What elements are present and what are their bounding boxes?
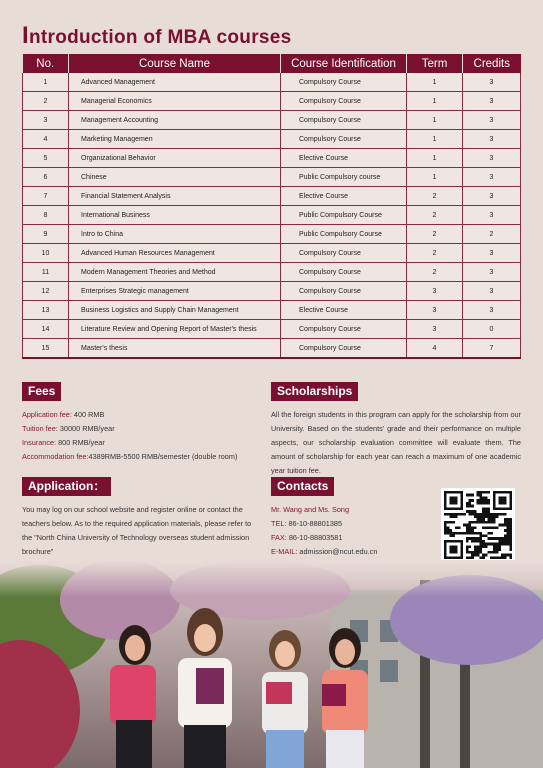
cell-no: 3 — [23, 111, 69, 130]
cell-no: 1 — [23, 73, 69, 92]
table-row — [23, 244, 521, 263]
cell-course-identification: Public Compulsory Course — [281, 206, 407, 225]
fees-heading: Fees — [22, 382, 61, 401]
cell-credits: 3 — [463, 187, 521, 206]
cell-course-name: Advanced Human Resources Management — [69, 244, 281, 263]
application-fee-label: Application fee: — [22, 410, 72, 419]
tel-value: 86-10-88801385 — [286, 519, 343, 528]
cell-credits: 3 — [463, 244, 521, 263]
col-header-credits: Credits — [463, 54, 521, 73]
title-first-letter: I — [22, 22, 29, 49]
cell-no: 6 — [23, 168, 69, 187]
cell-term: 2 — [407, 244, 463, 263]
application-fee-value: 400 RMB — [71, 410, 105, 419]
cell-term: 3 — [407, 301, 463, 320]
cell-course-identification: Compulsory Course — [281, 92, 407, 111]
cell-credits: 3 — [463, 301, 521, 320]
cell-no: 11 — [23, 263, 69, 282]
tuition-fee-value: 30000 RMB/year — [57, 424, 115, 433]
cell-course-name: Business Logistics and Supply Chain Management — [69, 301, 281, 320]
table-row — [23, 301, 521, 320]
cell-credits: 3 — [463, 282, 521, 301]
cell-credits: 2 — [463, 225, 521, 244]
cell-credits: 3 — [463, 111, 521, 130]
table-row — [23, 206, 521, 225]
cell-course-identification: Compulsory Course — [281, 73, 407, 92]
contact-names: Mr. Wang and Ms. Song — [271, 505, 350, 514]
cell-course-identification: Compulsory Course — [281, 339, 407, 359]
cell-course-identification: Compulsory Course — [281, 244, 407, 263]
cell-term: 1 — [407, 168, 463, 187]
cell-credits: 3 — [463, 149, 521, 168]
cell-course-name: Organizational Behavior — [69, 149, 281, 168]
table-row — [23, 187, 521, 206]
title-rest: ntroduction of MBA courses — [28, 27, 292, 48]
cell-no: 8 — [23, 206, 69, 225]
cell-no: 4 — [23, 130, 69, 149]
cell-credits: 3 — [463, 206, 521, 225]
cell-term: 3 — [407, 320, 463, 339]
table-row — [23, 149, 521, 168]
insurance-label: Insurance: — [22, 438, 57, 447]
fax-value: 86-10-88803581 — [286, 533, 343, 542]
cell-course-name: Advanced Management — [69, 73, 281, 92]
insurance-value: 800 RMB/year — [56, 438, 105, 447]
cell-term: 2 — [407, 206, 463, 225]
col-header-course-name: Course Name — [69, 54, 281, 73]
table-row — [23, 339, 521, 359]
col-header-term: Term — [407, 54, 463, 73]
accommodation-fee-value: 4389RMB-5500 RMB/semester (double room) — [88, 452, 238, 461]
table-row — [23, 263, 521, 282]
application-heading: Application： — [22, 477, 111, 496]
cell-no: 9 — [23, 225, 69, 244]
qr-code-icon[interactable] — [441, 488, 515, 562]
table-row — [23, 73, 521, 92]
cell-course-identification: Compulsory Course — [281, 282, 407, 301]
cell-course-name: Chinese — [69, 168, 281, 187]
cell-course-identification: Compulsory Course — [281, 320, 407, 339]
email-label: E-MAIL: — [271, 547, 298, 556]
cell-term: 4 — [407, 339, 463, 359]
cell-no: 5 — [23, 149, 69, 168]
cell-course-identification: Public Compulsory course — [281, 168, 407, 187]
course-table — [22, 54, 521, 359]
tuition-fee-label: Tuition fee: — [22, 424, 58, 433]
cell-course-name: Modern Management Theories and Method — [69, 263, 281, 282]
cell-no: 2 — [23, 92, 69, 111]
cell-no: 12 — [23, 282, 69, 301]
cell-credits: 3 — [463, 92, 521, 111]
cell-course-name: Enterprises Strategic management — [69, 282, 281, 301]
email-value[interactable]: admission@ncut.edu.cn — [297, 547, 378, 556]
table-row — [23, 111, 521, 130]
cell-no: 10 — [23, 244, 69, 263]
table-row — [23, 130, 521, 149]
cell-course-identification: Elective Course — [281, 301, 407, 320]
cell-credits: 3 — [463, 130, 521, 149]
contacts-heading: Contacts — [271, 477, 334, 496]
cell-course-name: Intro to China — [69, 225, 281, 244]
cell-course-name: International Business — [69, 206, 281, 225]
cell-credits: 7 — [463, 339, 521, 359]
cell-credits: 0 — [463, 320, 521, 339]
cell-term: 1 — [407, 130, 463, 149]
col-header-no: No. — [23, 54, 69, 73]
table-row — [23, 282, 521, 301]
students-photo — [0, 560, 543, 768]
cell-course-identification: Compulsory Course — [281, 111, 407, 130]
table-row — [23, 168, 521, 187]
cell-course-name: Marketing Managemen — [69, 130, 281, 149]
table-row — [23, 92, 521, 111]
cell-no: 15 — [23, 339, 69, 359]
cell-term: 1 — [407, 73, 463, 92]
cell-no: 7 — [23, 187, 69, 206]
cell-course-name: Master's thesis — [69, 339, 281, 359]
cell-no: 13 — [23, 301, 69, 320]
cell-no: 14 — [23, 320, 69, 339]
cell-term: 1 — [407, 92, 463, 111]
accommodation-fee-label: Accommodation fee: — [22, 452, 89, 461]
cell-course-identification: Compulsory Course — [281, 130, 407, 149]
cell-term: 1 — [407, 149, 463, 168]
cell-course-identification: Elective Course — [281, 187, 407, 206]
fax-label: FAX: — [271, 533, 287, 542]
cell-course-identification: Public Compulsory Course — [281, 225, 407, 244]
cell-term: 1 — [407, 111, 463, 130]
qr-code-graphic — [444, 491, 512, 559]
table-row — [23, 225, 521, 244]
tel-label: TEL: — [271, 519, 287, 528]
scholarships-text: All the foreign students in this program can apply for the scholarship from our University. Based on the students' grade and their performance on multiple aspects, our scholarship evaluation committee will evaluate them. The amount of scholarship for each year can reach a maximum of one academic year tuition fee. — [271, 410, 521, 475]
cell-course-identification: Compulsory Course — [281, 263, 407, 282]
cell-course-name: Literature Review and Opening Report of Master's thesis — [69, 320, 281, 339]
cell-course-name: Managerial Economics — [69, 92, 281, 111]
col-header-course-identification: Course Identification — [281, 54, 407, 73]
course-table-body — [23, 73, 521, 358]
cell-term: 2 — [407, 263, 463, 282]
cell-course-identification: Elective Course — [281, 149, 407, 168]
table-row — [23, 320, 521, 339]
cell-course-name: Financial Statement Analysis — [69, 187, 281, 206]
page-title — [22, 22, 292, 50]
scholarships-heading: Scholarships — [271, 382, 358, 401]
cell-credits: 3 — [463, 263, 521, 282]
application-text: You may log on our school website and register online or contact the teachers below. As to the required application materials, please refer to the "North China University of Technology overseas student admission brochure" — [22, 505, 252, 556]
cell-credits: 3 — [463, 168, 521, 187]
students-photo-graphic — [0, 560, 543, 768]
table-header-row — [23, 54, 521, 73]
cell-course-name: Management Accounting — [69, 111, 281, 130]
cell-term: 2 — [407, 225, 463, 244]
fees-section — [22, 408, 262, 464]
cell-credits: 3 — [463, 73, 521, 92]
cell-term: 2 — [407, 187, 463, 206]
cell-term: 3 — [407, 282, 463, 301]
